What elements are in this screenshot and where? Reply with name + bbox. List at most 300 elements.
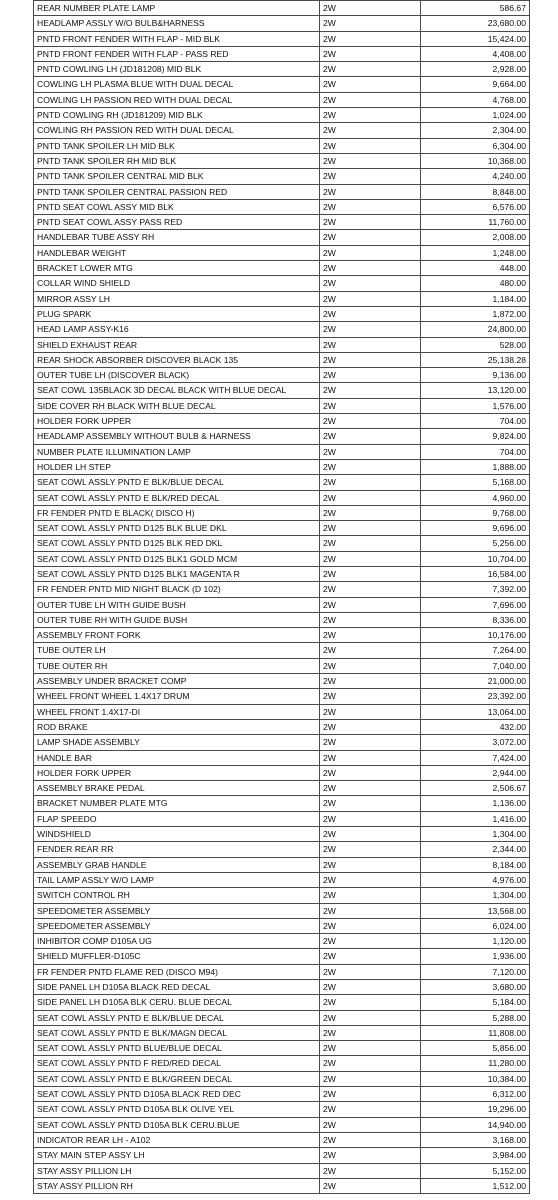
amount-cell: 7,424.00 [421,750,530,765]
table-row [34,46,530,61]
table-row [34,62,530,77]
segment-cell: 2W [320,566,421,581]
part-description-cell: HANDLE BAR [34,750,320,765]
parts-table-body [34,1,530,1194]
amount-cell: 3,680.00 [421,980,530,995]
table-row [34,383,530,398]
segment-cell: 2W [320,995,421,1010]
segment-cell: 2W [320,964,421,979]
table-row [34,872,530,887]
segment-cell: 2W [320,1132,421,1147]
segment-cell: 2W [320,459,421,474]
segment-cell: 2W [320,551,421,566]
table-row [34,199,530,214]
segment-cell: 2W [320,980,421,995]
part-description-cell: PNTD TANK SPOILER RH MID BLK [34,153,320,168]
part-description-cell: SEAT COWL ASSLY PNTD D105A BLK OLIVE YEL [34,1102,320,1117]
segment-cell: 2W [320,658,421,673]
amount-cell: 4,240.00 [421,169,530,184]
part-description-cell: TAIL LAMP ASSLY W/O LAMP [34,872,320,887]
part-description-cell: STAY ASSY PILLION LH [34,1163,320,1178]
part-description-cell: PNTD SEAT COWL ASSY PASS RED [34,215,320,230]
table-row [34,92,530,107]
segment-cell: 2W [320,811,421,826]
amount-cell: 9,664.00 [421,77,530,92]
amount-cell: 14,940.00 [421,1117,530,1132]
segment-cell: 2W [320,842,421,857]
parts-table [33,0,530,1194]
amount-cell: 23,680.00 [421,16,530,31]
segment-cell: 2W [320,857,421,872]
part-description-cell: BRACKET LOWER MTG [34,261,320,276]
segment-cell: 2W [320,16,421,31]
amount-cell: 11,808.00 [421,1025,530,1040]
segment-cell: 2W [320,108,421,123]
table-row [34,643,530,658]
part-description-cell: HANDLEBAR TUBE ASSY RH [34,230,320,245]
segment-cell: 2W [320,1056,421,1071]
part-description-cell: PNTD TANK SPOILER LH MID BLK [34,138,320,153]
amount-cell: 704.00 [421,414,530,429]
table-row [34,658,530,673]
part-description-cell: ASSEMBLY BRAKE PEDAL [34,781,320,796]
part-description-cell: COWLING RH PASSION RED WITH DUAL DECAL [34,123,320,138]
segment-cell: 2W [320,261,421,276]
table-row [34,949,530,964]
segment-cell: 2W [320,735,421,750]
part-description-cell: HEADLAMP ASSEMBLY WITHOUT BULB & HARNESS [34,429,320,444]
table-row [34,1,530,16]
amount-cell: 4,768.00 [421,92,530,107]
amount-cell: 9,768.00 [421,505,530,520]
part-description-cell: HOLDER FORK UPPER [34,414,320,429]
table-row [34,1163,530,1178]
part-description-cell: PNTD SEAT COWL ASSY MID BLK [34,199,320,214]
segment-cell: 2W [320,582,421,597]
table-row [34,16,530,31]
amount-cell: 432.00 [421,719,530,734]
part-description-cell: OUTER TUBE LH WITH GUIDE BUSH [34,597,320,612]
part-description-cell: SEAT COWL ASSLY PNTD E BLK/GREEN DECAL [34,1071,320,1086]
part-description-cell: PNTD TANK SPOILER CENTRAL MID BLK [34,169,320,184]
segment-cell: 2W [320,781,421,796]
segment-cell: 2W [320,138,421,153]
segment-cell: 2W [320,245,421,260]
part-description-cell: INHIBITOR COMP D105A UG [34,934,320,949]
amount-cell: 19,296.00 [421,1102,530,1117]
table-row [34,245,530,260]
part-description-cell: HANDLEBAR WEIGHT [34,245,320,260]
table-row [34,138,530,153]
amount-cell: 3,168.00 [421,1132,530,1147]
amount-cell: 1,024.00 [421,108,530,123]
part-description-cell: WHEEL FRONT WHEEL 1.4X17 DRUM [34,689,320,704]
table-row [34,459,530,474]
part-description-cell: HOLDER LH STEP [34,459,320,474]
amount-cell: 2,944.00 [421,765,530,780]
table-row [34,980,530,995]
table-row [34,1025,530,1040]
segment-cell: 2W [320,1102,421,1117]
segment-cell: 2W [320,429,421,444]
amount-cell: 704.00 [421,444,530,459]
amount-cell: 25,138.28 [421,352,530,367]
part-description-cell: TUBE OUTER RH [34,658,320,673]
part-description-cell: SIDE COVER RH BLACK WITH BLUE DECAL [34,398,320,413]
table-row [34,765,530,780]
part-description-cell: ASSEMBLY FRONT FORK [34,628,320,643]
amount-cell: 2,506.67 [421,781,530,796]
segment-cell: 2W [320,337,421,352]
part-description-cell: STAY ASSY PILLION RH [34,1178,320,1193]
amount-cell: 4,976.00 [421,872,530,887]
table-row [34,704,530,719]
segment-cell: 2W [320,1163,421,1178]
segment-cell: 2W [320,398,421,413]
table-row [34,261,530,276]
part-description-cell: FR FENDER PNTD FLAME RED (DISCO M94) [34,964,320,979]
amount-cell: 10,704.00 [421,551,530,566]
amount-cell: 1,304.00 [421,827,530,842]
part-description-cell: PNTD COWLING LH (JD181208) MID BLK [34,62,320,77]
part-description-cell: SEAT COWL ASSLY PNTD F RED/RED DECAL [34,1056,320,1071]
segment-cell: 2W [320,46,421,61]
segment-cell: 2W [320,674,421,689]
segment-cell: 2W [320,153,421,168]
segment-cell: 2W [320,383,421,398]
table-row [34,475,530,490]
table-row [34,689,530,704]
part-description-cell: PNTD FRONT FENDER WITH FLAP - MID BLK [34,31,320,46]
table-row [34,398,530,413]
part-description-cell: SIDE PANEL LH D105A BLACK RED DECAL [34,980,320,995]
table-row [34,566,530,581]
amount-cell: 6,312.00 [421,1087,530,1102]
amount-cell: 1,416.00 [421,811,530,826]
amount-cell: 1,136.00 [421,796,530,811]
table-row [34,750,530,765]
table-row [34,1132,530,1147]
amount-cell: 448.00 [421,261,530,276]
amount-cell: 13,064.00 [421,704,530,719]
part-description-cell: OUTER TUBE RH WITH GUIDE BUSH [34,612,320,627]
table-row [34,796,530,811]
part-description-cell: PNTD COWLING RH (JD181209) MID BLK [34,108,320,123]
amount-cell: 7,040.00 [421,658,530,673]
part-description-cell: HEADLAMP ASSLY W/O BULB&HARNESS [34,16,320,31]
segment-cell: 2W [320,597,421,612]
segment-cell: 2W [320,1178,421,1193]
segment-cell: 2W [320,872,421,887]
table-row [34,1041,530,1056]
table-row [34,169,530,184]
amount-cell: 11,280.00 [421,1056,530,1071]
segment-cell: 2W [320,306,421,321]
part-description-cell: SEAT COWL ASSLY PNTD D105A BLACK RED DEC [34,1087,320,1102]
segment-cell: 2W [320,765,421,780]
amount-cell: 3,984.00 [421,1148,530,1163]
amount-cell: 10,368.00 [421,153,530,168]
part-description-cell: SEAT COWL ASSLY PNTD E BLK/BLUE DECAL [34,1010,320,1025]
table-row [34,934,530,949]
amount-cell: 4,960.00 [421,490,530,505]
table-row [34,674,530,689]
table-row [34,123,530,138]
table-row [34,1148,530,1163]
part-description-cell: MIRROR ASSY LH [34,291,320,306]
amount-cell: 23,392.00 [421,689,530,704]
amount-cell: 8,848.00 [421,184,530,199]
segment-cell: 2W [320,750,421,765]
segment-cell: 2W [320,1,421,16]
segment-cell: 2W [320,1041,421,1056]
amount-cell: 1,936.00 [421,949,530,964]
table-row [34,368,530,383]
part-description-cell: SPEEDOMETER ASSEMBLY [34,918,320,933]
amount-cell: 9,824.00 [421,429,530,444]
table-row [34,1056,530,1071]
part-description-cell: SEAT COWL ASSLY PNTD D125 BLK1 MAGENTA R [34,566,320,581]
amount-cell: 6,576.00 [421,199,530,214]
table-row [34,153,530,168]
table-row [34,551,530,566]
part-description-cell: SHIELD EXHAUST REAR [34,337,320,352]
table-row [34,215,530,230]
segment-cell: 2W [320,903,421,918]
segment-cell: 2W [320,1117,421,1132]
table-row [34,781,530,796]
amount-cell: 11,760.00 [421,215,530,230]
amount-cell: 3,072.00 [421,735,530,750]
amount-cell: 1,576.00 [421,398,530,413]
table-row [34,414,530,429]
amount-cell: 1,304.00 [421,888,530,903]
table-row [34,918,530,933]
table-row [34,108,530,123]
part-description-cell: ROD BRAKE [34,719,320,734]
part-description-cell: FENDER REAR RR [34,842,320,857]
part-description-cell: REAR NUMBER PLATE LAMP [34,1,320,16]
table-row [34,1087,530,1102]
amount-cell: 9,136.00 [421,368,530,383]
segment-cell: 2W [320,628,421,643]
part-description-cell: SWITCH CONTROL RH [34,888,320,903]
amount-cell: 7,696.00 [421,597,530,612]
segment-cell: 2W [320,368,421,383]
part-description-cell: SEAT COWL ASSLY PNTD E BLK/RED DECAL [34,490,320,505]
table-row [34,888,530,903]
part-description-cell: BRACKET NUMBER PLATE MTG [34,796,320,811]
segment-cell: 2W [320,215,421,230]
table-row [34,1071,530,1086]
part-description-cell: SEAT COWL ASSLY PNTD D105A BLK CERU.BLUE [34,1117,320,1132]
table-row [34,964,530,979]
amount-cell: 7,120.00 [421,964,530,979]
table-row [34,77,530,92]
table-row [34,612,530,627]
amount-cell: 5,168.00 [421,475,530,490]
part-description-cell: HOLDER FORK UPPER [34,765,320,780]
segment-cell: 2W [320,704,421,719]
table-row [34,995,530,1010]
part-description-cell: COWLING LH PASSION RED WITH DUAL DECAL [34,92,320,107]
part-description-cell: COLLAR WIND SHIELD [34,276,320,291]
amount-cell: 5,256.00 [421,536,530,551]
table-row [34,352,530,367]
part-description-cell: SEAT COWL ASSLY PNTD BLUE/BLUE DECAL [34,1041,320,1056]
segment-cell: 2W [320,689,421,704]
part-description-cell: SIDE PANEL LH D105A BLK CERU. BLUE DECAL [34,995,320,1010]
amount-cell: 1,872.00 [421,306,530,321]
table-row [34,1010,530,1025]
segment-cell: 2W [320,505,421,520]
table-row [34,811,530,826]
part-description-cell: INDICATOR REAR LH - A102 [34,1132,320,1147]
segment-cell: 2W [320,352,421,367]
amount-cell: 5,184.00 [421,995,530,1010]
segment-cell: 2W [320,31,421,46]
segment-cell: 2W [320,322,421,337]
part-description-cell: SHIELD MUFFLER-D105C [34,949,320,964]
segment-cell: 2W [320,77,421,92]
amount-cell: 1,888.00 [421,459,530,474]
part-description-cell: WHEEL FRONT 1.4X17-DI [34,704,320,719]
amount-cell: 5,152.00 [421,1163,530,1178]
part-description-cell: PLUG SPARK [34,306,320,321]
table-row [34,291,530,306]
amount-cell: 10,384.00 [421,1071,530,1086]
table-row [34,842,530,857]
table-row [34,597,530,612]
amount-cell: 480.00 [421,276,530,291]
amount-cell: 5,856.00 [421,1041,530,1056]
segment-cell: 2W [320,949,421,964]
table-row [34,306,530,321]
amount-cell: 2,008.00 [421,230,530,245]
table-row [34,582,530,597]
table-row [34,735,530,750]
part-description-cell: WINDSHIELD [34,827,320,842]
part-description-cell: FR FENDER PNTD E BLACK( DISCO H) [34,505,320,520]
segment-cell: 2W [320,1148,421,1163]
part-description-cell: SEAT COWL ASSLY PNTD E BLK/BLUE DECAL [34,475,320,490]
amount-cell: 7,392.00 [421,582,530,597]
table-row [34,31,530,46]
segment-cell: 2W [320,92,421,107]
part-description-cell: SEAT COWL ASSLY PNTD D125 BLK BLUE DKL [34,521,320,536]
amount-cell: 8,184.00 [421,857,530,872]
segment-cell: 2W [320,276,421,291]
amount-cell: 8,336.00 [421,612,530,627]
amount-cell: 6,304.00 [421,138,530,153]
table-row [34,505,530,520]
segment-cell: 2W [320,490,421,505]
amount-cell: 15,424.00 [421,31,530,46]
table-row [34,1102,530,1117]
table-row [34,230,530,245]
amount-cell: 2,344.00 [421,842,530,857]
amount-cell: 1,184.00 [421,291,530,306]
segment-cell: 2W [320,888,421,903]
part-description-cell: SEAT COWL ASSLY PNTD D125 BLK RED DKL [34,536,320,551]
part-description-cell: SEAT COWL ASSLY PNTD E BLK/MAGN DECAL [34,1025,320,1040]
table-row [34,276,530,291]
part-description-cell: TUBE OUTER LH [34,643,320,658]
part-description-cell: FR FENDER PNTD MID NIGHT BLACK (D 102) [34,582,320,597]
amount-cell: 13,568.00 [421,903,530,918]
table-row [34,903,530,918]
segment-cell: 2W [320,169,421,184]
amount-cell: 1,248.00 [421,245,530,260]
part-description-cell: OUTER TUBE LH (DISCOVER BLACK) [34,368,320,383]
amount-cell: 16,584.00 [421,566,530,581]
table-row [34,184,530,199]
table-row [34,444,530,459]
part-description-cell: PNTD TANK SPOILER CENTRAL PASSION RED [34,184,320,199]
segment-cell: 2W [320,291,421,306]
segment-cell: 2W [320,1087,421,1102]
part-description-cell: SEAT COWL 135BLACK 3D DECAL BLACK WITH BLUE DECAL [34,383,320,398]
segment-cell: 2W [320,123,421,138]
segment-cell: 2W [320,184,421,199]
amount-cell: 7,264.00 [421,643,530,658]
table-row [34,322,530,337]
part-description-cell: STAY MAIN STEP ASSY LH [34,1148,320,1163]
part-description-cell: NUMBER PLATE ILLUMINATION LAMP [34,444,320,459]
table-row [34,490,530,505]
segment-cell: 2W [320,1025,421,1040]
amount-cell: 586.67 [421,1,530,16]
part-description-cell: REAR SHOCK ABSORBER DISCOVER BLACK 135 [34,352,320,367]
segment-cell: 2W [320,62,421,77]
table-row [34,719,530,734]
amount-cell: 2,928.00 [421,62,530,77]
table-row [34,857,530,872]
table-row [34,1178,530,1193]
segment-cell: 2W [320,612,421,627]
part-description-cell: PNTD FRONT FENDER WITH FLAP - PASS RED [34,46,320,61]
table-row [34,1117,530,1132]
segment-cell: 2W [320,475,421,490]
segment-cell: 2W [320,1071,421,1086]
segment-cell: 2W [320,536,421,551]
amount-cell: 528.00 [421,337,530,352]
amount-cell: 1,120.00 [421,934,530,949]
amount-cell: 1,512.00 [421,1178,530,1193]
segment-cell: 2W [320,827,421,842]
table-row [34,521,530,536]
segment-cell: 2W [320,934,421,949]
part-description-cell: SEAT COWL ASSLY PNTD D125 BLK1 GOLD MCM [34,551,320,566]
part-description-cell: HEAD LAMP ASSY-K16 [34,322,320,337]
segment-cell: 2W [320,643,421,658]
part-description-cell: COWLING LH PLASMA BLUE WITH DUAL DECAL [34,77,320,92]
part-description-cell: SPEEDOMETER ASSEMBLY [34,903,320,918]
amount-cell: 24,800.00 [421,322,530,337]
table-row [34,628,530,643]
segment-cell: 2W [320,199,421,214]
amount-cell: 6,024.00 [421,918,530,933]
segment-cell: 2W [320,414,421,429]
segment-cell: 2W [320,521,421,536]
segment-cell: 2W [320,719,421,734]
amount-cell: 2,304.00 [421,123,530,138]
part-description-cell: LAMP SHADE ASSEMBLY [34,735,320,750]
table-row [34,536,530,551]
table-row [34,429,530,444]
segment-cell: 2W [320,796,421,811]
segment-cell: 2W [320,1010,421,1025]
